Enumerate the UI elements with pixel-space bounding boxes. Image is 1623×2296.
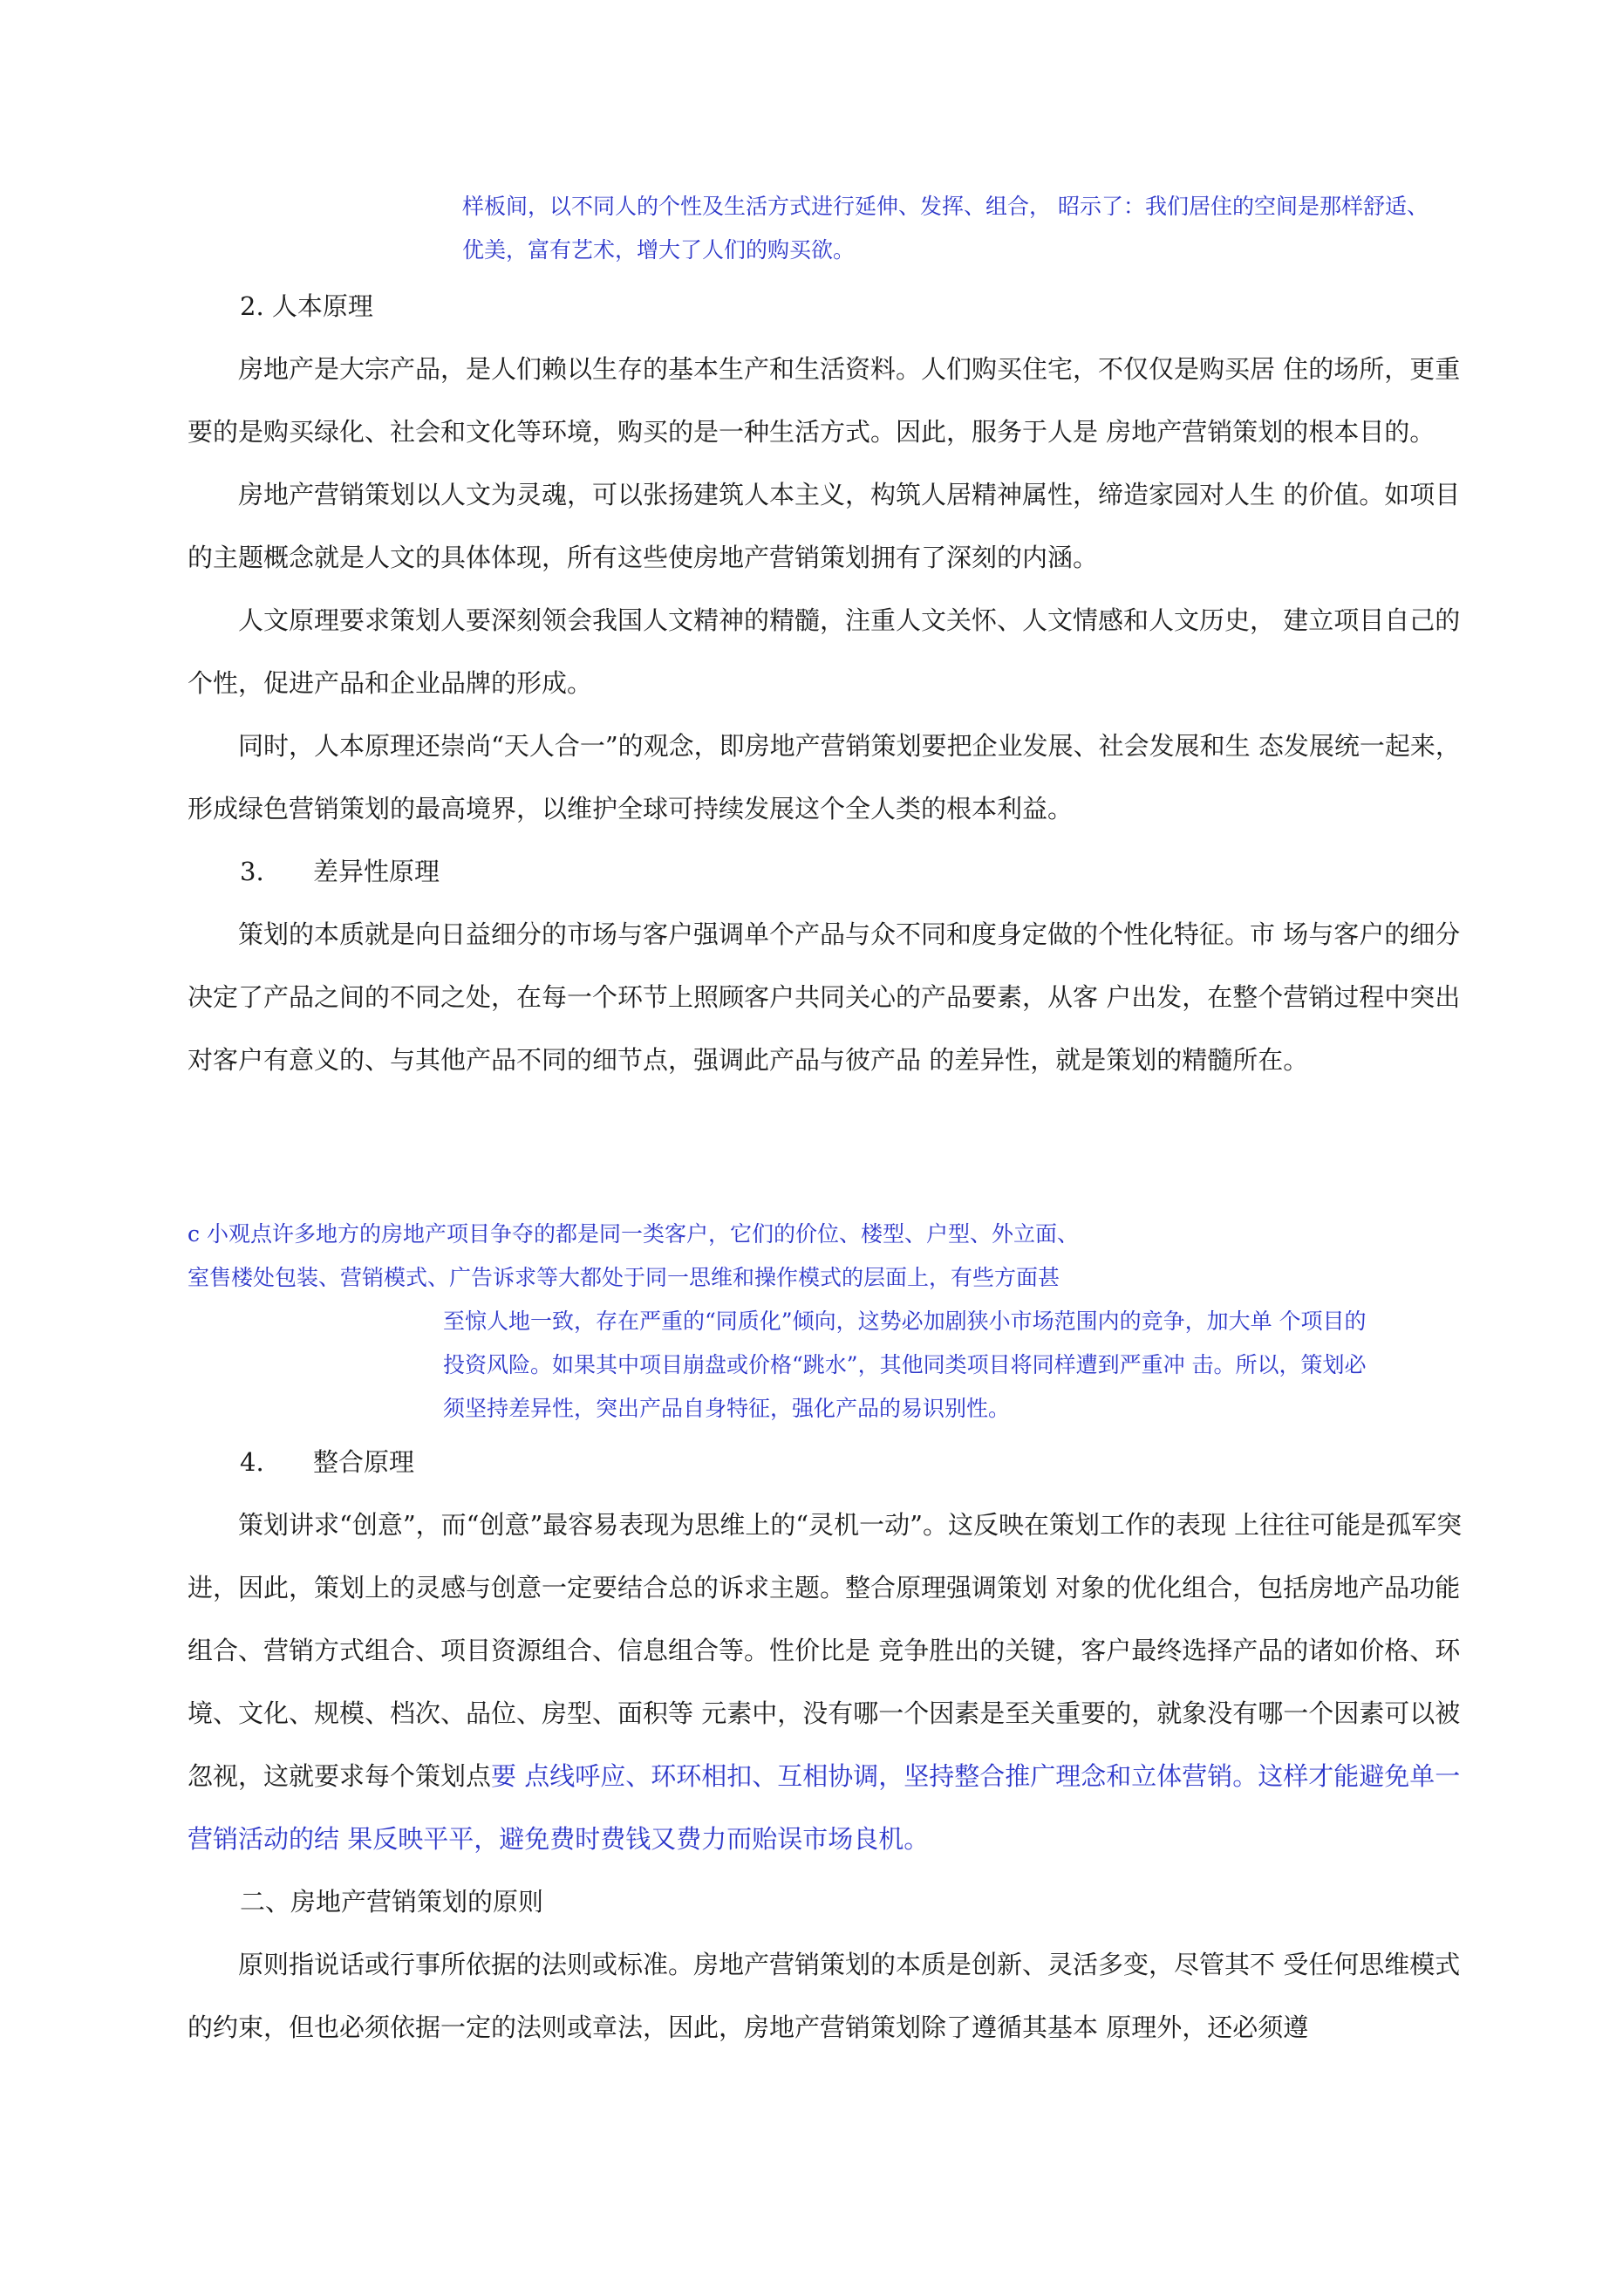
heading-number: 3. — [240, 857, 264, 886]
heading-title: 差异性原理 — [313, 857, 440, 886]
paragraph: 房地产是大宗产品，是人们赖以生存的基本生产和生活资料。人们购买住宅，不仅仅是购买居 住的场所，更重要的是购买绿化、社会和文化等环境，购买的是一种生活方式。因此，服务于人是 房地产营销策划的根本目的。 — [188, 354, 1461, 447]
highlighted-text: 要 点线呼应、环环相扣、互相协调，坚持整合推广理念和立体营销。这样才能避免单一营销活动的结 果反映平平，避免费时费钱又费力而贻误市场良机。 — [188, 1761, 1461, 1854]
note-line: 投资风险。如果其中项目崩盘或价格“跳水”，其他同类项目将同样遭到严重冲 击。所以，策划必 — [443, 1352, 1367, 1377]
paragraph — [188, 1493, 1478, 1870]
sample-room-note — [462, 185, 1429, 272]
heading-zhenghe — [188, 1431, 1478, 1493]
note-line: 室售楼处包装、营销模式、广告诉求等大都处于同一思维和操作模式的层面上，有些方面甚 — [188, 1265, 1060, 1290]
paragraph: 同时，人本原理还崇尚“天人合一”的观念，即房地产营销策划要把企业发展、社会发展和生 态发展统一起来，形成绿色营销策划的最高境界，以维护全球可持续发展这个全人类的根本利益。 — [188, 731, 1461, 823]
note-line: 至惊人地一致，存在严重的“同质化”倾向，这势必加剧狭小市场范围内的竞争，加大单 个项目的 — [443, 1309, 1367, 1334]
homogenization-note — [443, 1300, 1367, 1431]
paragraph: 人文原理要求策划人要深刻领会我国人文精神的精髓，注重人文关怀、人文情感和人文历史， 建立项目自己的个性，促进产品和企业品牌的形成。 — [188, 605, 1461, 698]
note-line: 样板间，以不同人的个性及生活方式进行延伸、发挥、组合， 昭示了：我们居住的空间是那样舒适、 — [462, 194, 1429, 219]
note-line: 优美，富有艺术，增大了人们的购买欲。 — [462, 237, 856, 263]
paragraph: 房地产营销策划以人文为灵魂，可以张扬建筑人本主义，构筑人居精神属性，缔造家园对人生 的价值。如项目的主题概念就是人文的具体体现，所有这些使房地产营销策划拥有了深刻的内涵。 — [188, 480, 1461, 572]
note-line: 须坚持差异性，突出产品自身特征，强化产品的易识别性。 — [443, 1396, 1011, 1421]
heading-chayi — [188, 840, 1478, 903]
heading-title: 整合原理 — [313, 1447, 415, 1477]
paragraph: 策划的本质就是向日益细分的市场与客户强调单个产品与众不同和度身定做的个性化特征。市 场与客户的细分决定了产品之间的不同之处，在每一个环节上照顾客户共同关心的产品要素，从客 户出发，在整个营销过程中突出对客户有意义的、与其他产品不同的细节点，强调此产品与彼产品 的差异性，就是策划的精髓所在。 — [188, 919, 1461, 1075]
note-line: c 小观点许多地方的房地产项目争夺的都是同一类客户，它们的价位、楼型、户型、外立面、 — [188, 1221, 1079, 1247]
viewpoint-note — [188, 1213, 1079, 1300]
heading-number: 4. — [240, 1447, 264, 1477]
body-text-bottom — [188, 1431, 1478, 2059]
paragraph-text: 策划讲求“创意”，而“创意”最容易表现为思维上的“灵机一动”。这反映在策划工作的表现 上往往可能是孤军突进，因此，策划上的灵感与创意一定要结合总的诉求主题。整合原理强调策划 对象的优化组合，包括房地产品功能组合、营销方式组合、项目资源组合、信息组合等。性价比是 竞争胜出的关键，客户最终选择产品的诸如价格、环境、文化、规模、档次、品位、房型、面积等 元素中，没有哪一个因素是至关重要的，就象没有哪一个因素可以被忽视，这就要求每个策划点 — [188, 1510, 1463, 1791]
section-heading: 二、房地产营销策划的原则 — [240, 1887, 544, 1917]
paragraph: 原则指说话或行事所依据的法则或标准。房地产营销策划的本质是创新、灵活多变，尽管其不 受任何思维模式的约束，但也必须依据一定的法则或章法，因此，房地产营销策划除了遵循其基本 原理外，还必须遵 — [188, 1950, 1461, 2042]
heading-renben: 2. 人本原理 — [240, 291, 373, 321]
body-text-top — [188, 275, 1478, 1091]
